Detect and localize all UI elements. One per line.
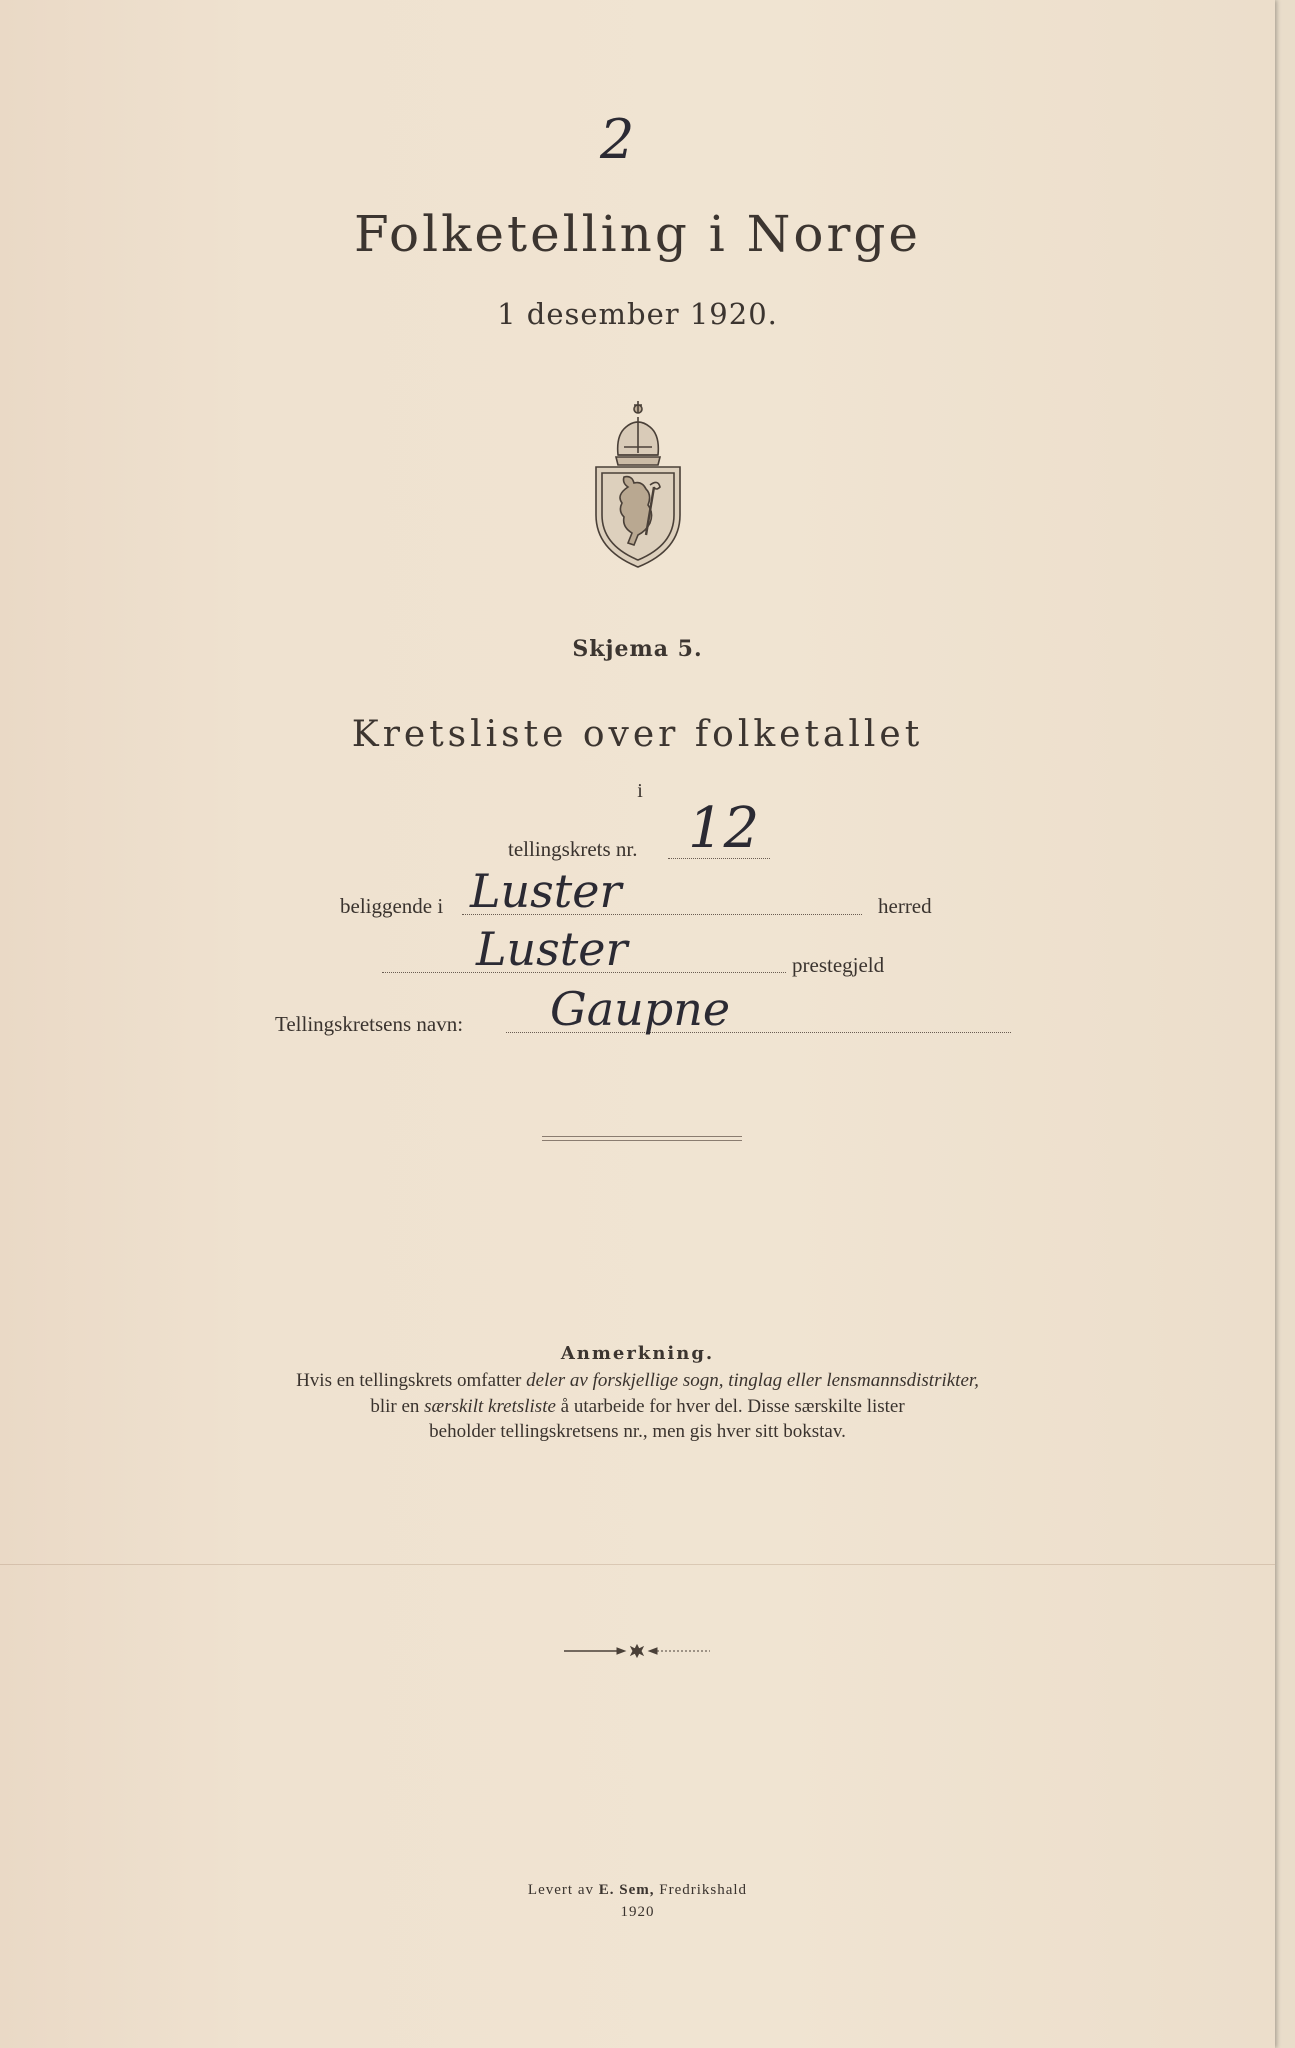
note-line-1-emphasis: deler av forskjellige sogn, tinglag eller lensmannsdistrikter, (526, 1370, 979, 1391)
preposition-i: i (637, 780, 643, 802)
tellingskrets-value: 12 (688, 796, 760, 861)
imprint-printer: E. Sem, (598, 1882, 655, 1898)
page-subtitle: Kretsliste over folketallet (351, 714, 924, 755)
census-date: 1 desember 1920. (497, 297, 778, 331)
fold-line (0, 1564, 1275, 1565)
note-line-2 (0, 1396, 1275, 1418)
imprint-prefix: Levert av (527, 1882, 599, 1898)
norwegian-coat-of-arms-icon (588, 395, 688, 570)
prestegjeld-value: Luster (476, 922, 628, 976)
page-number: 2 (600, 108, 635, 171)
imprint-place: Fredrikshald (654, 1882, 748, 1898)
ornament-divider-icon (562, 1644, 712, 1658)
note-line-2-text-a: blir en (370, 1396, 425, 1417)
note-line-2-emphasis: særskilt kretsliste (424, 1396, 556, 1417)
herred-label: herred (878, 894, 932, 918)
note-line-1-text: Hvis en tellingskrets omfatter (296, 1370, 527, 1391)
imprint-year: 1920 (620, 1904, 655, 1920)
divider-rule-bottom (542, 1140, 742, 1141)
note-line-3: beholder tellingskretsens nr., men gis hver sitt bokstav. (429, 1421, 846, 1442)
note-line-2-text-c: å utarbeide for hver del. Disse særskilte lister (555, 1396, 905, 1417)
imprint (0, 1882, 1275, 1899)
beliggende-label: beliggende i (340, 894, 444, 918)
page-title: Folketelling i Norge (354, 205, 921, 263)
navn-value: Gaupne (550, 982, 731, 1036)
beliggende-value: Luster (470, 864, 622, 918)
navn-label: Tellingskretsens navn: (275, 1012, 464, 1036)
divider-rule-top (542, 1136, 742, 1137)
tellingskrets-label: tellingskrets nr. (508, 837, 638, 861)
schema-number: Skjema 5. (572, 636, 703, 662)
prestegjeld-label: prestegjeld (792, 953, 885, 977)
note-line-1 (0, 1370, 1275, 1392)
note-heading: Anmerkning. (560, 1343, 715, 1364)
